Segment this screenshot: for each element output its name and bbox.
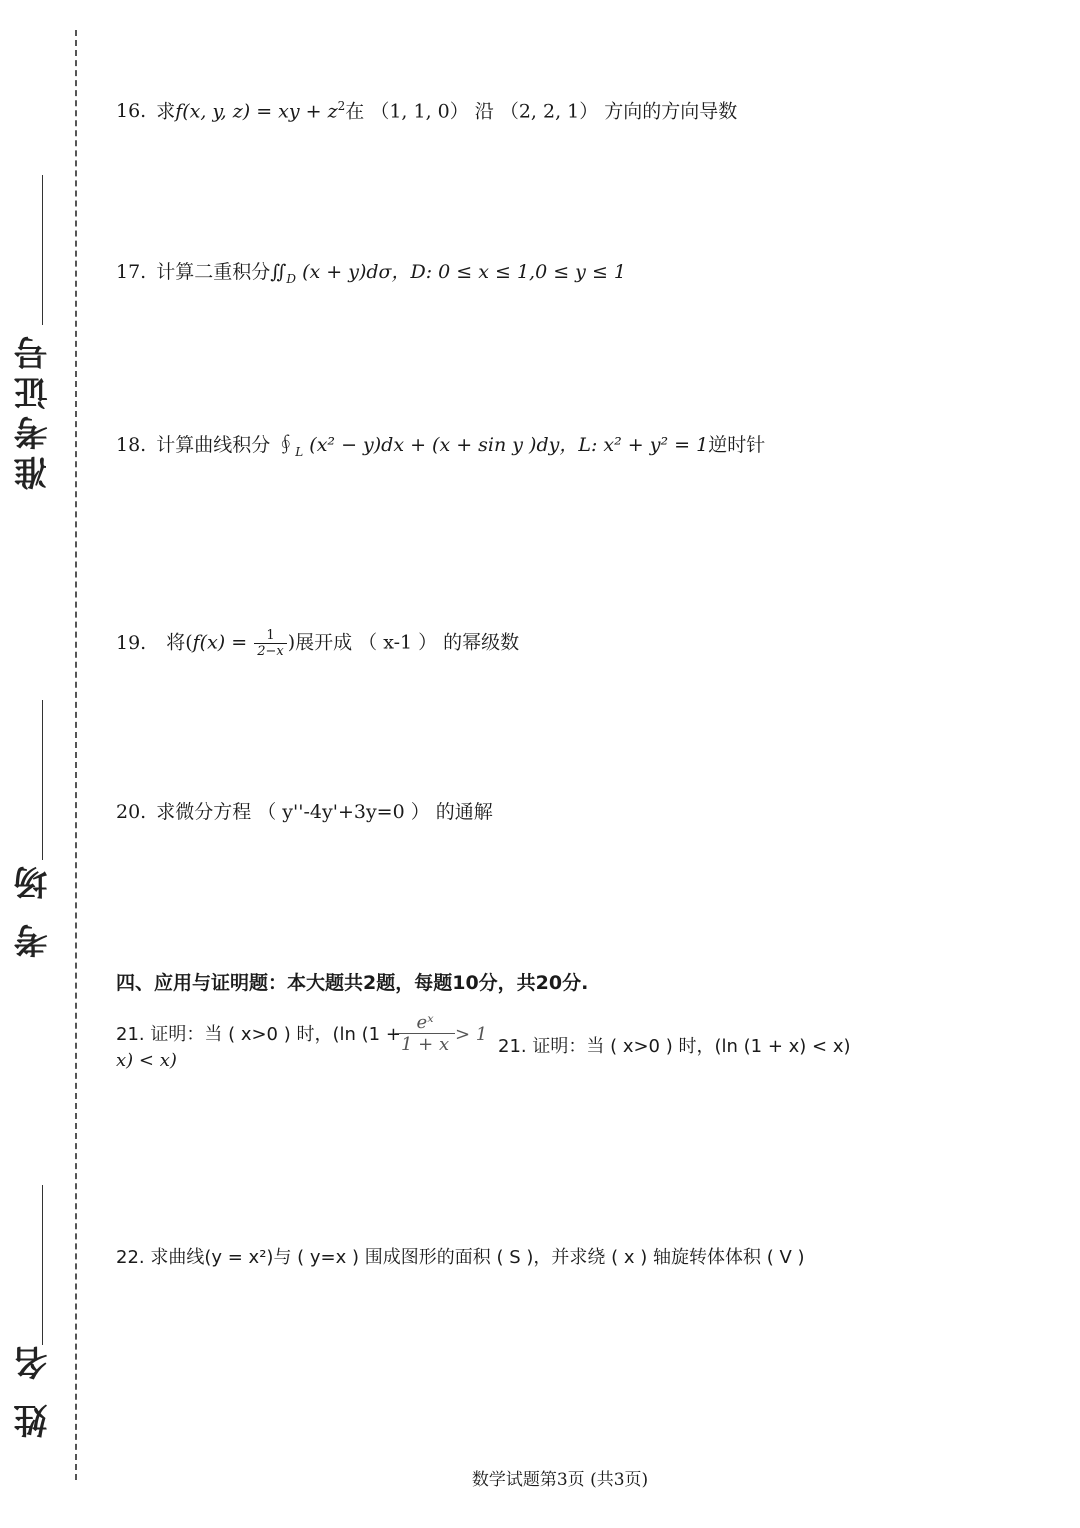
double-integral-sign: ∬ [270,261,287,283]
fraction: $\frac{1}{2-x}$ [254,628,287,659]
question-number: 20. [116,801,147,823]
question-21: 21. 证明：当 ( x>0 ) 时，(ln (1 + x) < x) [498,1036,851,1057]
formula: f(x, y, z) = xy + z [175,100,338,123]
name-underline [42,1185,43,1345]
exam-id-underline [42,175,43,325]
question-18: 18. 计算曲线积分 $∮_L$ (x² − y)dx + (x + sin y )dy，L: x² + y² = 1逆时针 [116,434,766,459]
section-4-title: 四、应用与证明题：本大题共2题，每题10分，共20分. [116,972,589,994]
exam-id-label: 准考证号 [14,330,54,490]
formula: (x + y)dσ，D: 0 ≤ x ≤ 1,0 ≤ y ≤ 1 [296,261,627,283]
question-21-fraction: $\frac{\text{eˣ}}{1 + x}$ [395,1012,455,1055]
question-number: 18. [116,434,147,456]
question-21-garbled: 21. 证明：当 ( x>0 ) 时，(ln (1 + x) < x) [116,1024,401,1071]
question-21-inequality: > 1 [455,1024,488,1045]
exam-room-underline [42,700,43,860]
formula: (x² − y)dx + (x + sin y )dy，L: x² + y² = 1 [303,434,709,456]
question-20: 20. 求微分方程 （ y''-4y'+3y=0 ） 的通解 [116,801,493,823]
name-label: 姓 名 [14,1340,54,1438]
question-17: 17. 计算二重积分$∬_D$ (x + y)dσ，D: 0 ≤ x ≤ 1,0 ≤ y ≤ 1 [116,261,627,286]
question-16: 16. 求f(x, y, z) = xy + $z^2$在 （1, 1, 0） 沿 （2, 2, 1） 方向的方向导数 [116,99,738,123]
question-19: 19. 将(f(x) = $\frac{1}{2-x}$ )展开成 （ x-1 ） 的幂级数 [116,628,520,659]
question-number: 16. [116,100,147,123]
contour-integral-sign: ∮ [276,434,296,456]
exam-room-label: 考 场 [14,860,54,958]
binding-dashed-line [75,30,77,1480]
question-number: 19. [116,631,147,654]
question-22: 22. 求曲线(y = x²)与 ( y=x ) 围成图形的面积 ( S )，并求绕 ( x ) 轴旋转体体积 ( V ) [116,1247,805,1268]
question-number: 17. [116,261,147,283]
page-footer: 数学试题第3页 (共3页) [471,1470,649,1490]
